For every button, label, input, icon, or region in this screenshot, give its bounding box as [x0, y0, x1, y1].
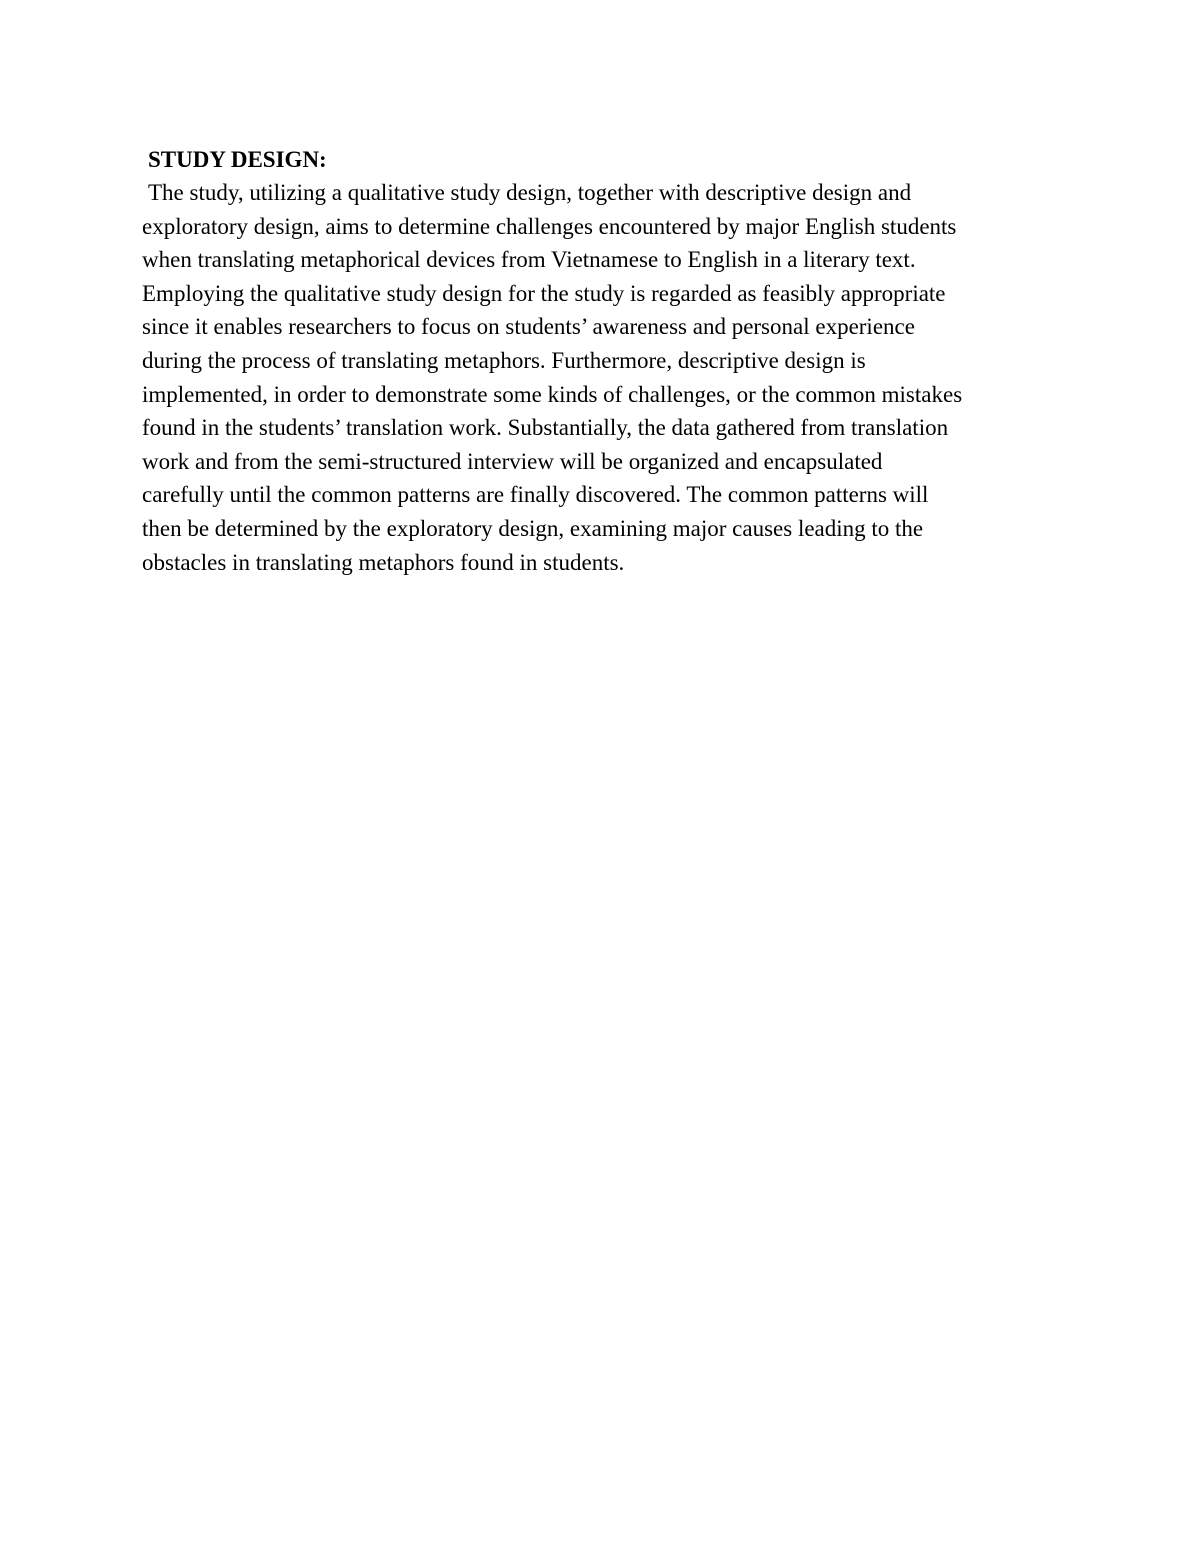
paragraph-line: during the process of translating metaphors. Furthermore, descriptive design is [142, 347, 866, 373]
paragraph-line: implemented, in order to demonstrate some kinds of challenges, or the common mistakes [142, 381, 963, 407]
paragraph-line: since it enables researchers to focus on students’ awareness and personal experience [142, 314, 915, 340]
paragraph-line: then be determined by the exploratory design, examining major causes leading to the [142, 515, 924, 541]
paragraph-line: obstacles in translating metaphors found in students. [142, 549, 625, 575]
paragraph-line: when translating metaphorical devices from Vietnamese to English in a literary text. [142, 247, 916, 273]
document-content [142, 143, 1072, 579]
section-heading: STUDY DESIGN: [148, 147, 327, 172]
paragraph-line: work and from the semi-structured interview will be organized and encapsulated [142, 448, 883, 474]
paragraph-line: Employing the qualitative study design for the study is regarded as feasibly appropriate [142, 280, 946, 306]
paragraph-line: found in the students’ translation work. Substantially, the data gathered from translation [142, 415, 949, 441]
body-paragraph [142, 176, 1072, 579]
paragraph-line: The study, utilizing a qualitative study design, together with descriptive design and [148, 180, 912, 205]
paragraph-line: exploratory design, aims to determine challenges encountered by major English students [142, 213, 957, 239]
paragraph-line: carefully until the common patterns are finally discovered. The common patterns will [142, 482, 929, 508]
